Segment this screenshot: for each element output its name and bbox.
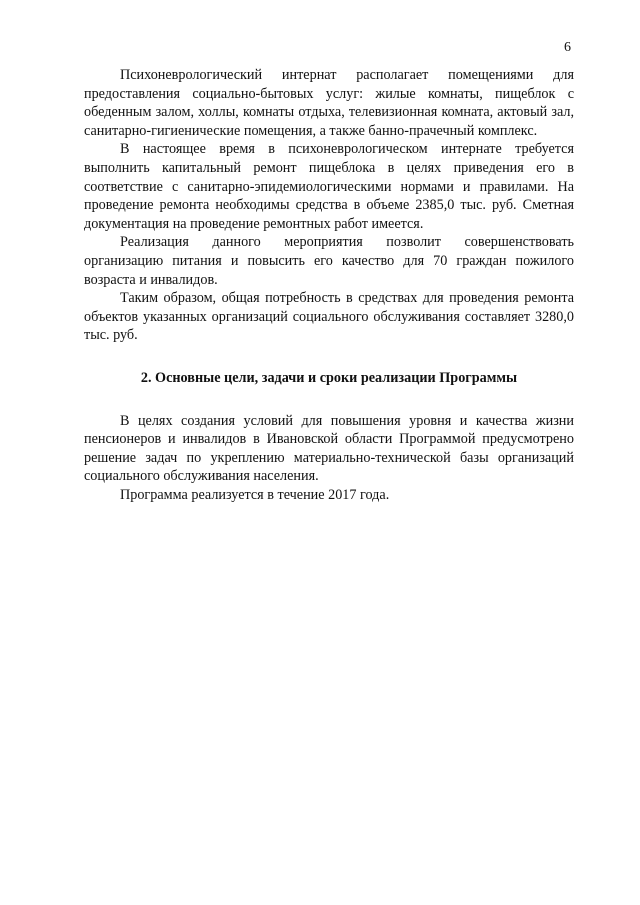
paragraph-facilities: Психоневрологический интернат располагает помещениями для предоставления социально-бытовых услуг: жилые комнаты, пищеблок с обеденным залом, холлы, комнаты отдыха, телевизионная комната, актовый зал, санитарно-гигиенические помещения, а также банно-прачечный комплекс.	[84, 67, 574, 139]
paragraph-timeline: Программа реализуется в течение 2017 года.	[120, 486, 390, 503]
paragraph-total-need: Таким образом, общая потребность в средствах для проведения ремонта объектов указанных организаций социального обслуживания составляет 3280,0 тыс. руб.	[84, 290, 574, 344]
paragraph-goals: В целях создания условий для повышения уровня и качества жизни пенсионеров и инвалидов в Ивановской области Программой предусмотрено решение задач по укреплению материально-технической базы организаций социального обслуживания населения.	[84, 412, 574, 485]
paragraph-implementation: Реализация данного мероприятия позволит совершенствовать организацию питания и повысить его качество для 70 граждан пожилого возраста и инвалидов.	[84, 234, 574, 288]
page-number: 6	[564, 40, 571, 55]
paragraph-kitchen-repair: В настоящее время в психоневрологическом интернате требуется выполнить капитальный ремонт пищеблока в целях приведения его в соответствие с санитарно-эпидемиологическими нормами и правилами. На проведение ремонта необходимы средства в объеме 2385,0 тыс. руб. Сметная документация на проведение ремонтных работ имеется.	[84, 141, 574, 232]
document-body	[84, 66, 574, 504]
section-heading: 2. Основные цели, задачи и сроки реализации Программы	[140, 369, 518, 386]
